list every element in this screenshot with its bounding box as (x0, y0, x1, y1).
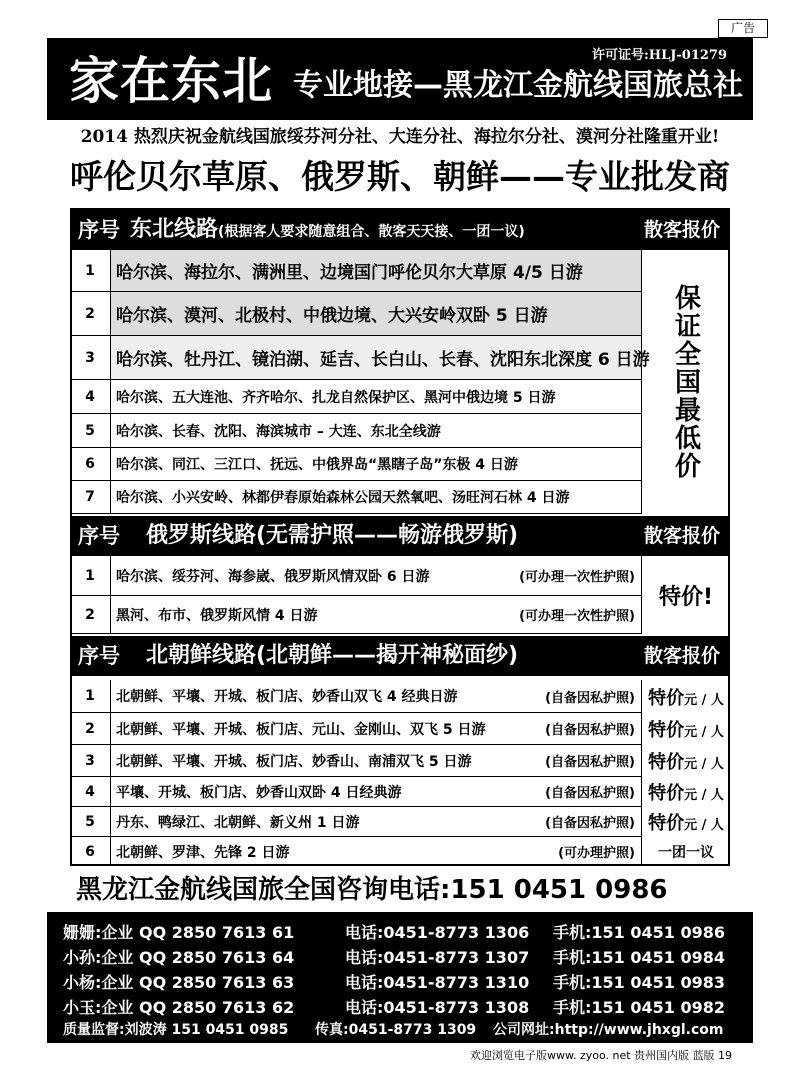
headline: 呼伦贝尔草原、俄罗斯、朝鲜——专业批发商 (70, 157, 730, 196)
price-header: 散客报价 (643, 219, 720, 241)
route-text: 北朝鲜、平壤、开城、板门店、元山、金刚山、双飞 5 日游 (116, 721, 486, 738)
section-header-northeast (70, 210, 730, 250)
route-text: 丹东、鸭绿江、北朝鲜、新义州 1 日游 (116, 814, 360, 831)
route-row (70, 680, 642, 713)
contact-qq: 小玉:企业 QQ 2850 7613 62 (63, 998, 295, 1017)
route-row (70, 448, 642, 481)
contact-mobile: 手机:151 0451 0986 (553, 923, 726, 942)
route-number: 2 (85, 305, 95, 322)
price-text: 特价元 / 人 (648, 720, 724, 741)
seq-header: 序号 (78, 524, 120, 548)
price-cell (642, 556, 730, 634)
passport-note: (自备因私护照) (545, 816, 635, 831)
route-text: 哈尔滨、海拉尔、满洲里、边境国门呼伦贝尔大草原 4/5 日游 (110, 250, 641, 291)
route-text: 哈尔滨、漠河、北极村、中俄边境、大兴安岭双卧 5 日游 (110, 292, 641, 335)
contact-tel: 电话:0451-8773 1306 (345, 923, 530, 942)
route-number: 1 (85, 688, 95, 704)
price-header: 散客报价 (643, 645, 720, 667)
route-text: 平壤、开城、板门店、妙香山双卧 4 日经典游 (116, 784, 402, 801)
route-row (70, 292, 642, 336)
price-cell (642, 250, 730, 514)
route-row (70, 596, 642, 634)
route-number: 5 (85, 813, 95, 830)
route-text: 哈尔滨、牡丹江、镜泊湖、延吉、长白山、长春、沈阳东北深度 6 日游 (110, 336, 641, 379)
contact-tel: 电话:0451-8773 1307 (345, 948, 530, 967)
route-number: 5 (85, 422, 95, 439)
route-text: 黑河、布市、俄罗斯风情 4 日游 (116, 607, 318, 624)
route-text: 北朝鲜、罗津、先锋 2 日游 (116, 844, 290, 861)
route-number: 6 (85, 456, 95, 472)
route-row (70, 777, 642, 807)
passport-note: (自备因私护照) (545, 755, 635, 770)
route-number: 1 (85, 567, 95, 584)
price-cell (642, 837, 730, 866)
route-row (70, 556, 642, 596)
contact-qq: 姗姗:企业 QQ 2850 7613 61 (63, 923, 295, 942)
supervision: 质量监督:刘波涛 151 0451 0985 (63, 1022, 289, 1038)
route-number: 2 (85, 720, 95, 737)
route-text: 哈尔滨、绥芬河、海参崴、俄罗斯风情双卧 6 日游 (116, 568, 430, 585)
brand-title: 家在东北 (69, 52, 273, 110)
price-header: 散客报价 (643, 525, 720, 547)
route-text: 北朝鲜、平壤、开城、板门店、妙香山、南浦双飞 5 日游 (116, 753, 472, 770)
section-title: 北朝鲜线路(北朝鲜——揭开神秘面纱) (146, 643, 519, 668)
contact-mobile: 手机:151 0451 0984 (553, 948, 726, 967)
route-number: 3 (85, 349, 95, 366)
license-number: 许可证号:HLJ-01279 (592, 48, 727, 63)
section-header-russia (70, 516, 730, 556)
route-row (70, 380, 642, 414)
passport-note: (自备因私护照) (545, 723, 635, 738)
passport-note: (可办理护照) (558, 846, 635, 861)
seq-header: 序号 (78, 218, 120, 242)
contact-mobile: 手机:151 0451 0982 (553, 998, 726, 1017)
contact-tel: 电话:0451-8773 1310 (345, 973, 530, 992)
celebrate-line: 2014 热烈庆祝金航线国旅绥芬河分社、大连分社、海拉尔分社、漠河分社隆重开业! (80, 127, 720, 147)
route-row (70, 745, 642, 777)
section-title: 俄罗斯线路(无需护照——畅游俄罗斯) (146, 523, 519, 548)
footer: 欢迎浏览电子版www. zyoo. net 贵州国内版 蓝版 19 (470, 1049, 733, 1062)
contact-panel (47, 912, 753, 1043)
price-text: 一团一议 (658, 844, 714, 861)
route-row (70, 414, 642, 448)
passport-note: (自备因私护照) (545, 690, 635, 706)
route-text: 哈尔滨、同江、三江口、抚远、中俄界岛“黑瞎子岛”东极 4 日游 (116, 457, 518, 473)
contact-qq: 小孙:企业 QQ 2850 7613 64 (63, 948, 295, 967)
section-title: 东北线路(根据客人要求随意组合、散客天天接、一团一议) (130, 217, 525, 242)
route-number: 4 (85, 783, 95, 800)
route-number: 3 (85, 752, 95, 769)
header-banner (47, 38, 753, 120)
route-row (70, 713, 642, 745)
guarantee-text: 保证全国最低价 (670, 284, 701, 480)
contact-tel: 电话:0451-8773 1308 (345, 998, 530, 1017)
price-cell (642, 713, 730, 745)
column-divider (110, 680, 111, 866)
price-cell (642, 807, 730, 837)
route-number: 4 (85, 388, 95, 405)
fax: 传真:0451-8773 1309 (315, 1022, 477, 1038)
passport-note: (可办理一次性护照) (519, 570, 635, 585)
passport-note: (自备因私护照) (545, 786, 635, 801)
price-cell (642, 777, 730, 807)
section-header-korea (70, 636, 730, 676)
contact-mobile: 手机:151 0451 0983 (553, 973, 726, 992)
route-number: 1 (85, 262, 95, 279)
price-text: 特价元 / 人 (648, 813, 724, 834)
seq-header: 序号 (78, 644, 120, 668)
hotline: 黑龙江金航线国旅全国咨询电话:151 0451 0986 (76, 875, 668, 905)
route-row (70, 336, 650, 380)
price-cell (642, 745, 730, 777)
price-text: 特价元 / 人 (648, 687, 724, 709)
route-number: 6 (85, 843, 95, 860)
column-divider (110, 556, 111, 634)
special-price: 特价! (658, 584, 714, 610)
brand-subtitle: 专业地接—黑龙江金航线国旅总社 (293, 68, 743, 103)
route-text: 哈尔滨、长春、沈阳、海滨城市 – 大连、东北全线游 (116, 423, 441, 440)
ad-tag: 广告 (718, 19, 768, 38)
price-text: 特价元 / 人 (648, 783, 724, 804)
route-text: 北朝鲜、平壤、开城、板门店、妙香山双飞 4 经典日游 (116, 689, 458, 705)
route-row (70, 481, 642, 514)
route-text: 哈尔滨、五大连池、齐齐哈尔、扎龙自然保护区、黑河中俄边境 5 日游 (116, 389, 556, 406)
price-text: 特价元 / 人 (648, 752, 724, 773)
route-number: 7 (85, 489, 95, 505)
passport-note: (可办理一次性护照) (519, 609, 635, 624)
route-number: 2 (85, 606, 95, 623)
route-row (70, 837, 642, 866)
website-link[interactable]: 公司网址:http://www.jhxgl.com (493, 1022, 724, 1038)
route-row (70, 807, 642, 837)
column-divider (110, 250, 111, 514)
route-text: 哈尔滨、小兴安岭、林都伊春原始森林公园天然氧吧、汤旺河石林 4 日游 (116, 490, 570, 506)
route-row (70, 250, 642, 292)
price-cell (642, 680, 730, 713)
contact-qq: 小杨:企业 QQ 2850 7613 63 (63, 973, 295, 992)
